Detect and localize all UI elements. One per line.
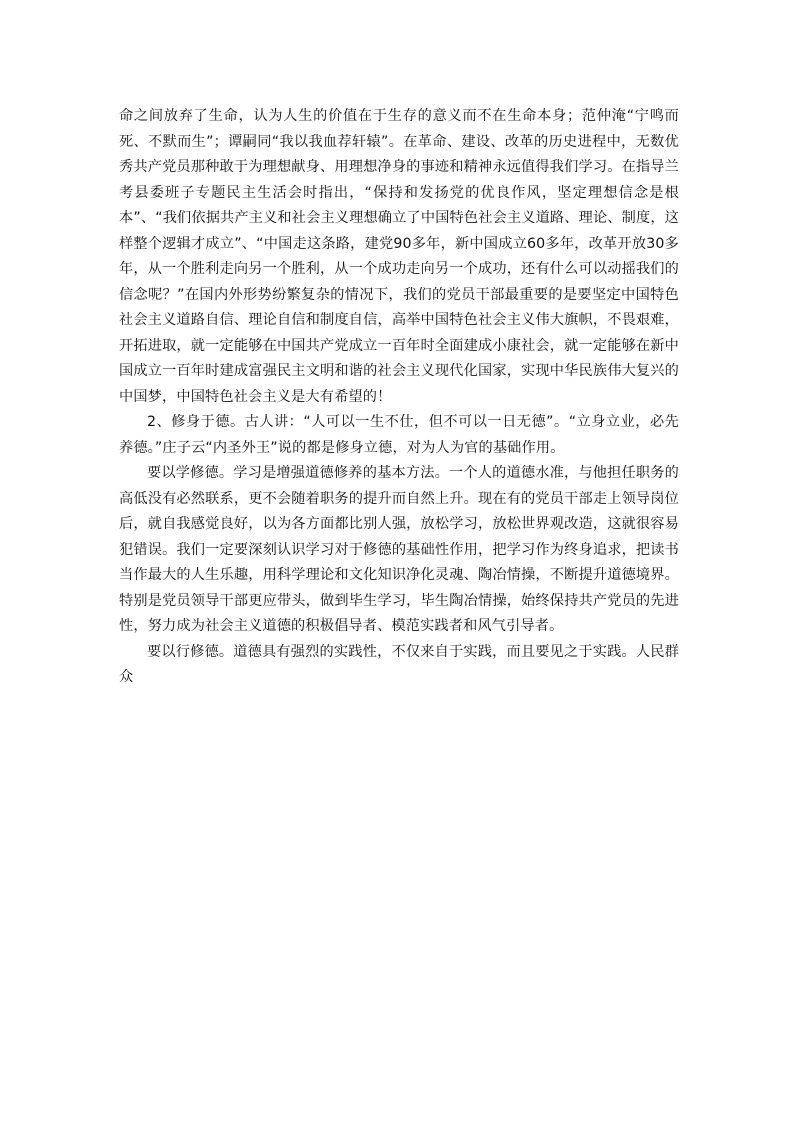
paragraph-ideals: 命之间放弃了生命，认为人生的价值在于生存的意义而不在生命本身；范仲淹“宁鸣而死、不默而生”；谭嗣同“我以我血荐轩辕”。在革命、建设、改革的历史进程中，无数优秀共产党员那种敢于为理想献身、用理想净身的事迹和精神永远值得我们学习。在指导兰考县委班子专题民主生活会时指出，“保持和发扬党的优良作风，坚定理想信念是根本”、“我们依据共产主义和社会主义理想确立了中国特色社会主义道路、理论、制度，这样整个逻辑才成立”、“中国走这条路，建党90多年，新中国成立60多年，改革开放30多年，从一个胜利走向另一个胜利，从一个成功走向另一个成功，还有什么可以动摇我们的信念呢？”在国内外形势纷繁复杂的情况下，我们的党员干部最重要的是要坚定中国特色社会主义道路自信、理论自信和制度自信，高举中国特色社会主义伟大旗帜，不畏艰难，开拓进取，就一定能够在中国共产党成立一百年时全面建成小康社会，就一定能够在新中国成立一百年时建成富强民主文明和谐的社会主义现代化国家，实现中华民族伟大复兴的中国梦，中国特色社会主义是大有希望的！ bbox=[119, 108, 679, 405]
paragraph-study-virtue: 要以学修德。学习是增强道德修养的基本方法。一个人的道德水准，与他担任职务的高低没有必然联系，更不会随着职务的提升而自然上升。现在有的党员干部走上领导岗位后，就自我感觉良好，以为各方面都比别人强，放松学习，放松世界观改造，这就很容易犯错误。我们一定要深刻认识学习对于修德的基础性作用，把学习作为终身追求，把读书当作最大的人生乐趣，用科学理论和文化知识净化灵魂、陶冶情操，不断提升道德境界。特别是党员领导干部更应带头，做到毕生学习，毕生陶冶情操，始终保持共产党员的先进性，努力成为社会主义道德的积极倡导者、模范实践者和风气引导者。 bbox=[119, 465, 679, 634]
paragraph-practice-virtue: 要以行修德。道德具有强烈的实践性，不仅来自于实践，而且要见之于实践。人民群众 bbox=[119, 643, 679, 685]
document-body bbox=[119, 104, 679, 691]
paragraph-self-cultivation-heading: 2、修身于德。古人讲：“人可以一生不仕，但不可以一日无德”。“立身立业，必先养德。”庄子云“内圣外王”说的都是修身立德，对为人为官的基础作用。 bbox=[119, 414, 679, 456]
